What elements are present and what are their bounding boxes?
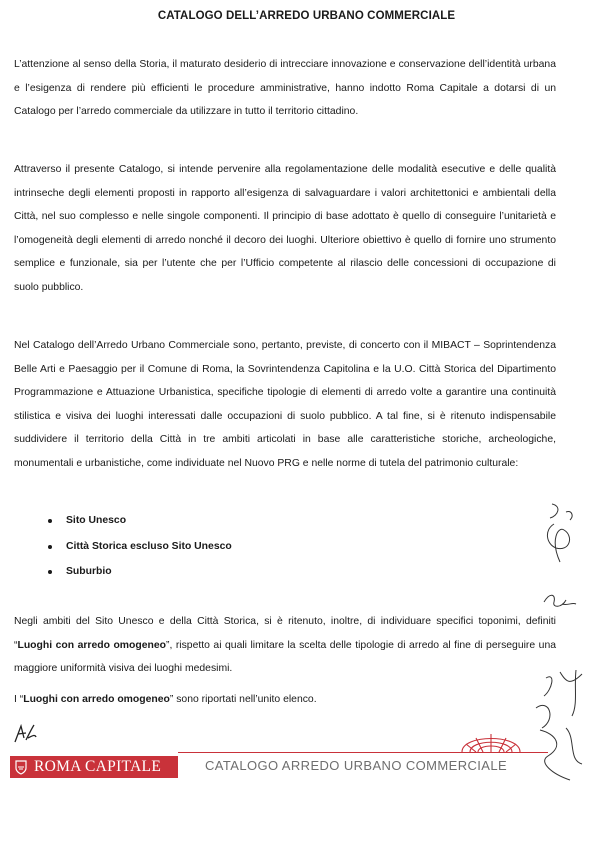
- paragraph-purpose: Attraverso il presente Catalogo, si intende pervenire alla regolamentazione delle modalità esecutive e delle qualità intrinseche degli elementi proposti in rapporto all’esigenza di salvaguardare i valori architettonici e ambientali della Città, nel suo complesso e nelle singole componenti. Il principio di base adottato è quello di conseguire l’unitarietà e l’omogeneità degli elementi di arredo nonché il decoro dei luoghi. Ulteriore obiettivo è quello di fornire uno strumento semplice e funzionale, sia per l’utente che per l’Ufficio competente al rilascio delle concessioni di occupazione di suolo pubblico.: [14, 164, 556, 293]
- signature-initials: [12, 722, 38, 744]
- list-item: Città Storica escluso Sito Unesco: [48, 534, 232, 560]
- paragraph-intro: L’attenzione al senso della Storia, il maturato desiderio di intrecciare innovazione e conservazione dell’identità urbana e l’esigenza di rendere più efficienti le procedure amministrative, hanno indotto Roma Capitale a dotarsi di un Catalogo per l’arredo commerciale da utilizzare in tutto il territorio cittadino.: [14, 59, 556, 118]
- paragraph-list-note: [14, 688, 556, 712]
- paragraph-areas: Nel Catalogo dell’Arredo Urbano Commerciale sono, pertanto, previste, di concerto con il MIBACT – Soprintendenza Belle Arti e Paesaggio per il Comune di Roma, la Sovrintendenza Capitolina e la U.O. Città Storica del Dipartimento Programmazione e Attuazione Urbanistica, specifiche tipologie di elementi di arredo volte a garantire una continuità stilistica e visiva dei luoghi interessati dalle occupazioni di suolo pubblico. A tal fine, si è ritenuto indispensabile suddividere il territorio della Città in tre ambiti articolati in base alle caratteristiche storiche, archeologiche, monumentali e urbanistiche, come individuate nel Nuovo PRG e nelle norme di tutela del patrimonio culturale:: [14, 340, 556, 469]
- roma-capitale-logo: [10, 756, 178, 778]
- arch-logo-icon: [456, 726, 526, 752]
- signature-margin-top: [540, 500, 580, 572]
- signature-margin-mid: [542, 590, 578, 612]
- paragraph-text: ” sono riportati nell’unito elenco.: [169, 694, 317, 705]
- paragraph-toponyms: [14, 610, 556, 681]
- list-item: Sito Unesco: [48, 508, 232, 534]
- areas-list: [48, 508, 232, 585]
- paragraph-text: ”, rispetto ai quali limitare la scelta delle tipologie di arredo al fine di perseguire una maggiore uniformità visiva dei luoghi medesimi.: [14, 639, 556, 675]
- logo-text: ROMA CAPITALE: [34, 758, 162, 775]
- emphasis-text: Luoghi con arredo omogeneo: [17, 639, 166, 651]
- footer-caption: CATALOGO ARREDO URBANO COMMERCIALE: [205, 758, 508, 773]
- emphasis-text: Luoghi con arredo omogeneo: [23, 694, 170, 705]
- list-item: Suburbio: [48, 559, 232, 585]
- paragraph-text: Negli ambiti del Sito Unesco e della Città Storica, si è ritenuto, inoltre, di individuare specifici toponimi, definiti “: [14, 616, 556, 651]
- she-wolf-icon: [10, 756, 32, 778]
- document-title: CATALOGO DELL’ARREDO URBANO COMMERCIALE: [157, 10, 456, 22]
- paragraph-text: I “: [14, 694, 24, 705]
